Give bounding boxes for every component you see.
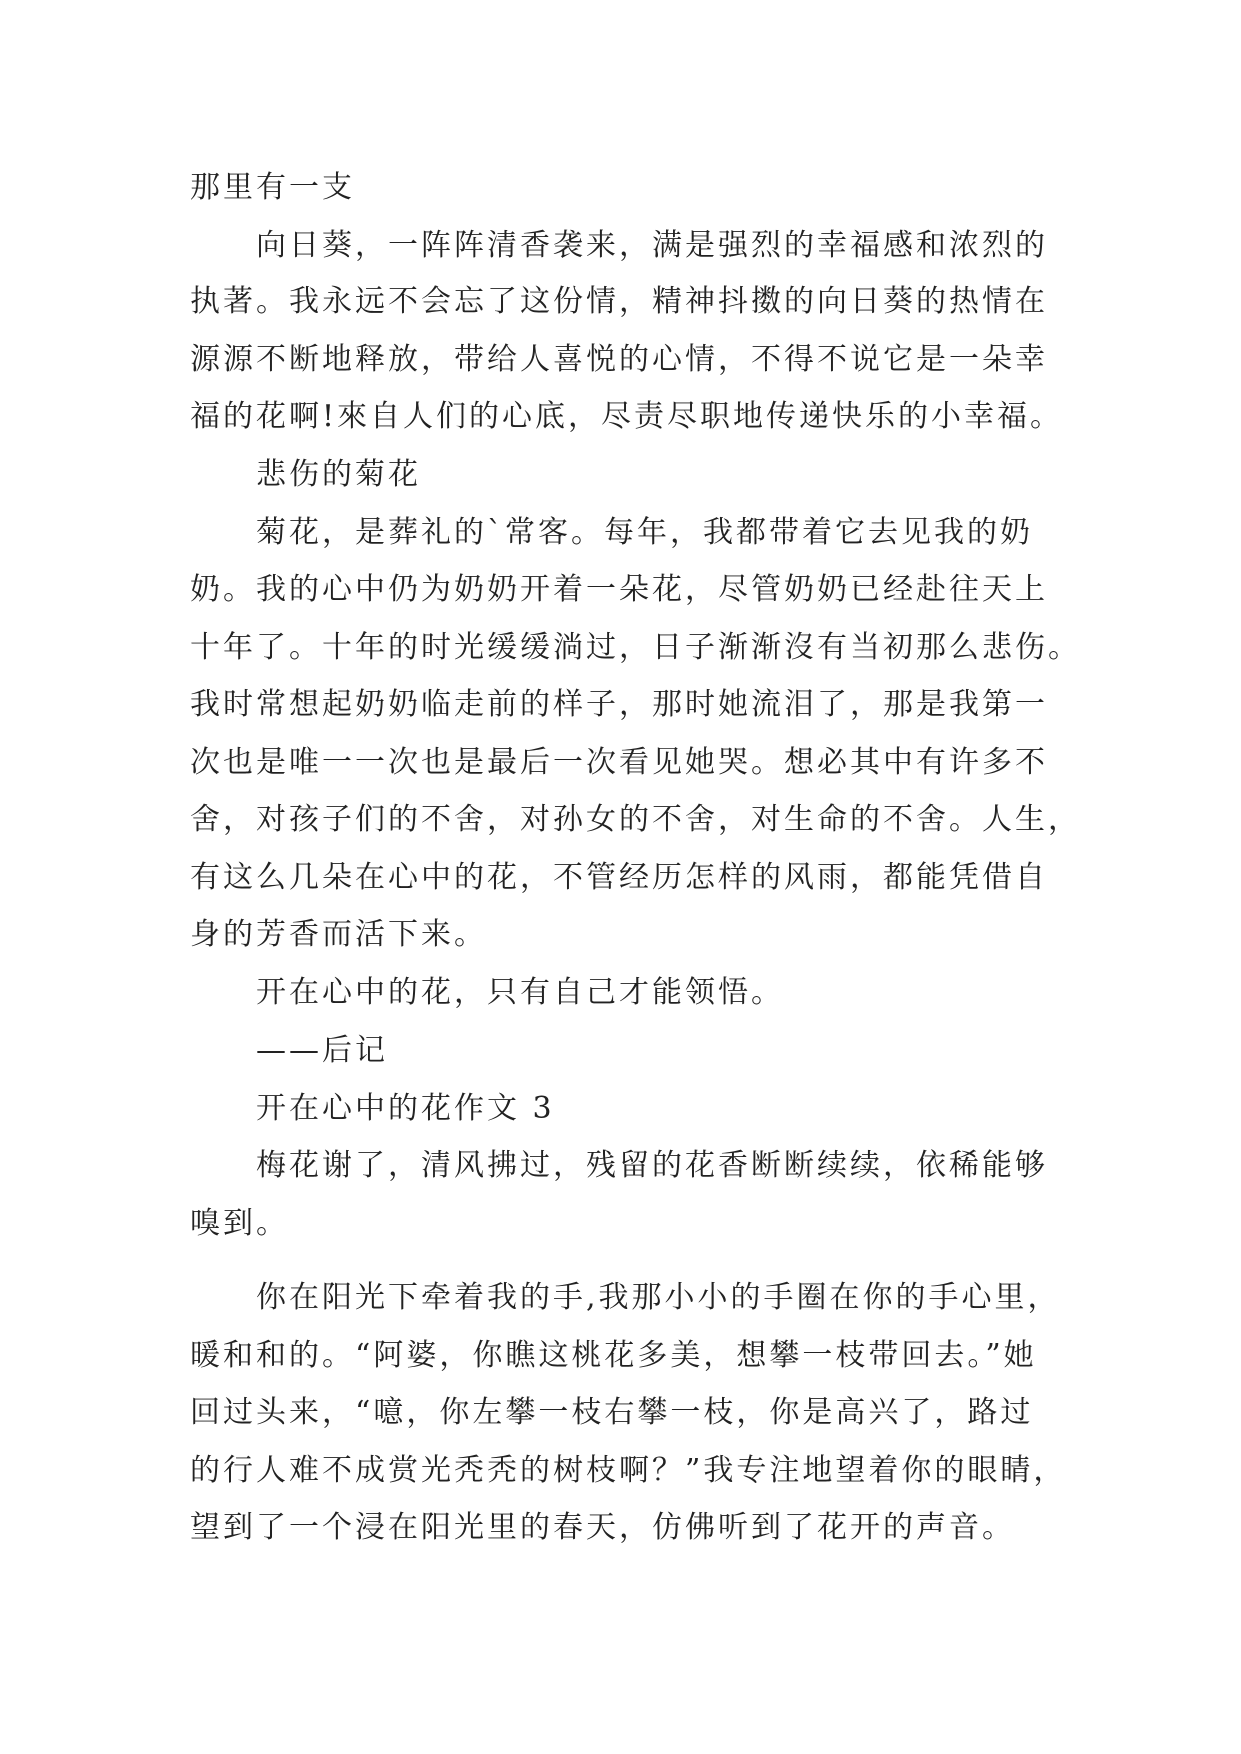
text-line: 嗅到。 [190,1206,289,1241]
paragraph-line: 开在心中的花，只有自己才能领悟。 [256,975,784,1010]
section-heading: 悲伤的菊花 [256,457,421,492]
paragraph-line: 你在阳光下牵着我的手,我那小小的手圈在你的手心里， [256,1280,1061,1315]
paragraph-line: 菊花，是葬礼的`常客。每年，我都带着它去见我的奶 [256,515,1033,550]
text-line: 十年了。十年的时光缓缓淌过，日子渐渐沒有当初那么悲伤。 [190,630,1081,665]
text-line: 奶。我的心中仍为奶奶开着一朵花，尽管奶奶已经赴往天上 [190,572,1048,607]
text-line: 身的芳香而活下来。 [190,917,487,952]
text-line: 我时常想起奶奶临走前的样子，那时她流泪了，那是我第一 [190,687,1048,722]
text-line: 次也是唯一一次也是最后一次看见她哭。想必其中有许多不 [190,745,1048,780]
text-line: 暖和和的。“阿婆，你瞧这桃花多美，想攀一枝带回去。”她 [190,1338,1037,1373]
afterword-line: ——后记 [256,1033,388,1068]
text-line: 望到了一个浸在阳光里的春天，仿佛听到了花开的声音。 [190,1510,1015,1545]
text-line: 那里有一支 [190,170,355,205]
paragraph-line: 向日葵，一阵阵清香袭来，满是强烈的幸福感和浓烈的 [256,228,1048,263]
text-line: 执著。我永远不会忘了这份情，精神抖擞的向日葵的热情在 [190,284,1048,319]
paragraph-line: 梅花谢了，清风拂过，残留的花香断断续续，依稀能够 [256,1148,1048,1183]
essay-title: 开在心中的花作文 3 [256,1091,555,1126]
text-line: 福的花啊!來自人们的心底，尽责尽职地传递快乐的小幸福。 [190,399,1064,434]
text-line: 舍，对孩子们的不舍，对孙女的不舍，对生命的不舍。人生， [190,802,1081,837]
text-line: 回过头来，“噫，你左攀一枝右攀一枝，你是高兴了，路过 [190,1395,1034,1430]
text-line: 的行人难不成赏光秃秃的树枝啊？”我专注地望着你的眼睛， [190,1453,1067,1488]
text-line: 源源不断地释放，带给人喜悦的心情，不得不说它是一朵幸 [190,342,1048,377]
text-line: 有这么几朵在心中的花，不管经历怎样的风雨，都能凭借自 [190,860,1048,895]
